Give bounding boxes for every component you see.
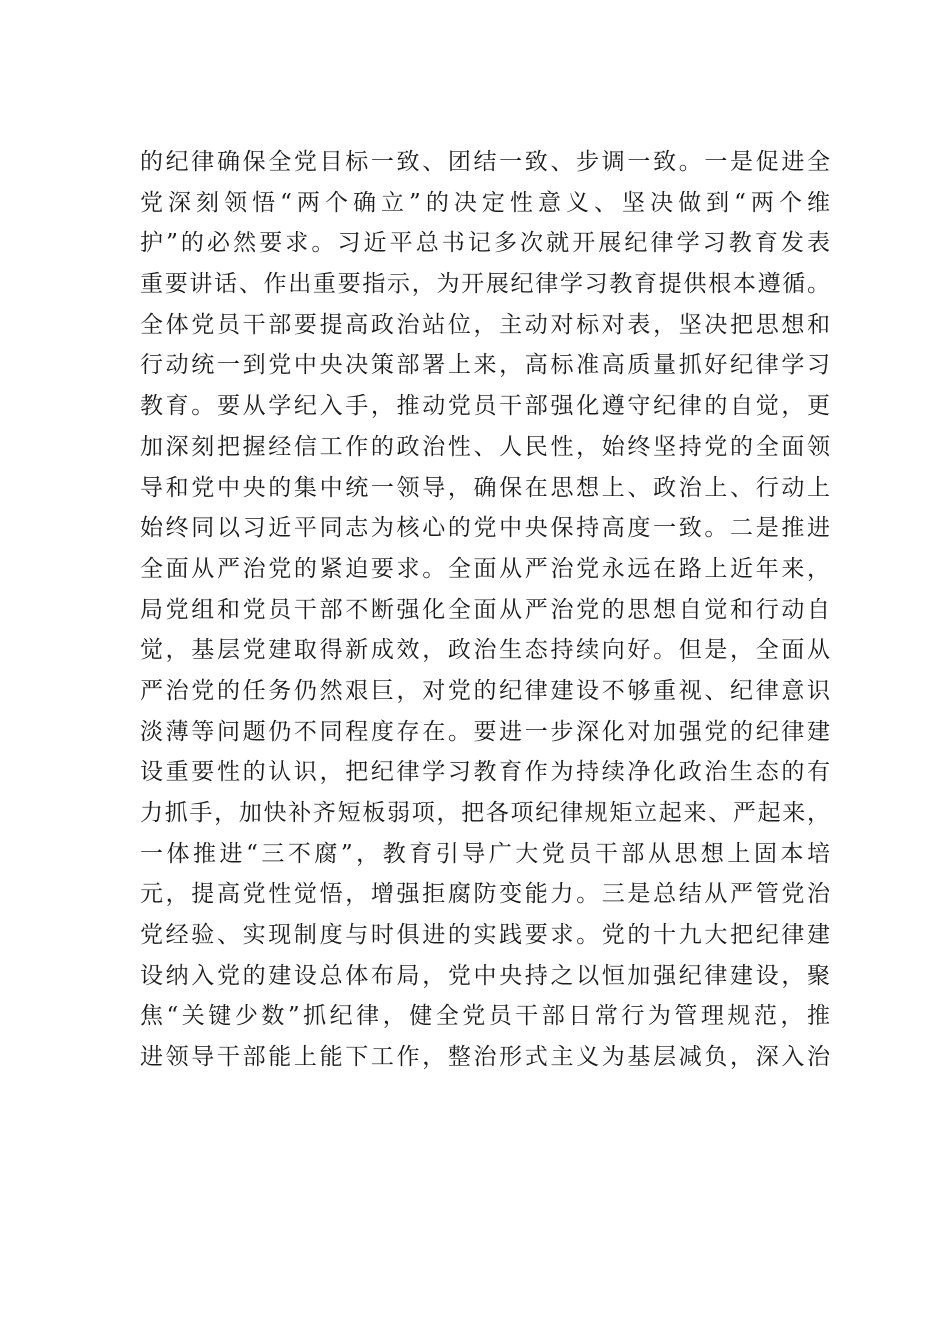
text-line: 全面从严治党的紧迫要求。全面从严治党永远在路上近年来， [140,555,830,582]
text-line: 局党组和党员干部不断强化全面从严治党的思想自觉和行动自 [140,596,830,623]
text-line: 党深刻领悟“两个确立”的决定性意义、坚决做到“两个维 [140,189,830,216]
text-line: 党经验、实现制度与时俱进的实践要求。党的十九大把纪律建 [140,922,830,949]
text-line: 加深刻把握经信工作的政治性、人民性，始终坚持党的全面领 [140,433,830,460]
text-line: 导和党中央的集中统一领导，确保在思想上、政治上、行动上 [140,474,830,501]
text-line: 的纪律确保全党目标一致、团结一致、步调一致。一是促进全 [140,149,830,175]
text-line: 设重要性的认识，把纪律学习教育作为持续净化政治生态的有 [140,759,830,786]
text-line: 元，提高党性觉悟，增强拒腐防变能力。三是总结从严管党治 [140,881,830,908]
text-line: 教育。要从学纪入手，推动党员干部强化遵守纪律的自觉，更 [140,393,830,420]
text-line: 行动统一到党中央决策部署上来，高标准高质量抓好纪律学习 [140,352,830,379]
body-text [140,142,830,1078]
text-line: 重要讲话、作出重要指示，为开展纪律学习教育提供根本遵循。 [140,271,830,298]
text-line: 进领导干部能上能下工作，整治形式主义为基层减负，深入治 [140,1044,830,1071]
text-line: 严治党的任务仍然艰巨，对党的纪律建设不够重视、纪律意识 [140,677,830,704]
text-line: 一体推进“三不腐”，教育引导广大党员干部从思想上固本培 [140,840,830,867]
text-line: 设纳入党的建设总体布局，党中央持之以恒加强纪律建设，聚 [140,962,830,989]
text-line: 淡薄等问题仍不同程度存在。要进一步深化对加强党的纪律建 [140,718,830,745]
text-line: 力抓手，加快补齐短板弱项，把各项纪律规矩立起来、严起来， [140,800,830,826]
text-line: 护”的必然要求。习近平总书记多次就开展纪律学习教育发表 [140,230,830,257]
text-line: 焦“关键少数”抓纪律，健全党员干部日常行为管理规范，推 [140,1003,830,1030]
text-line: 始终同以习近平同志为核心的党中央保持高度一致。二是推进 [140,515,830,542]
text-line: 全体党员干部要提高政治站位，主动对标对表，坚决把思想和 [140,311,830,338]
text-line: 觉，基层党建取得新成效，政治生态持续向好。但是，全面从 [140,637,830,664]
